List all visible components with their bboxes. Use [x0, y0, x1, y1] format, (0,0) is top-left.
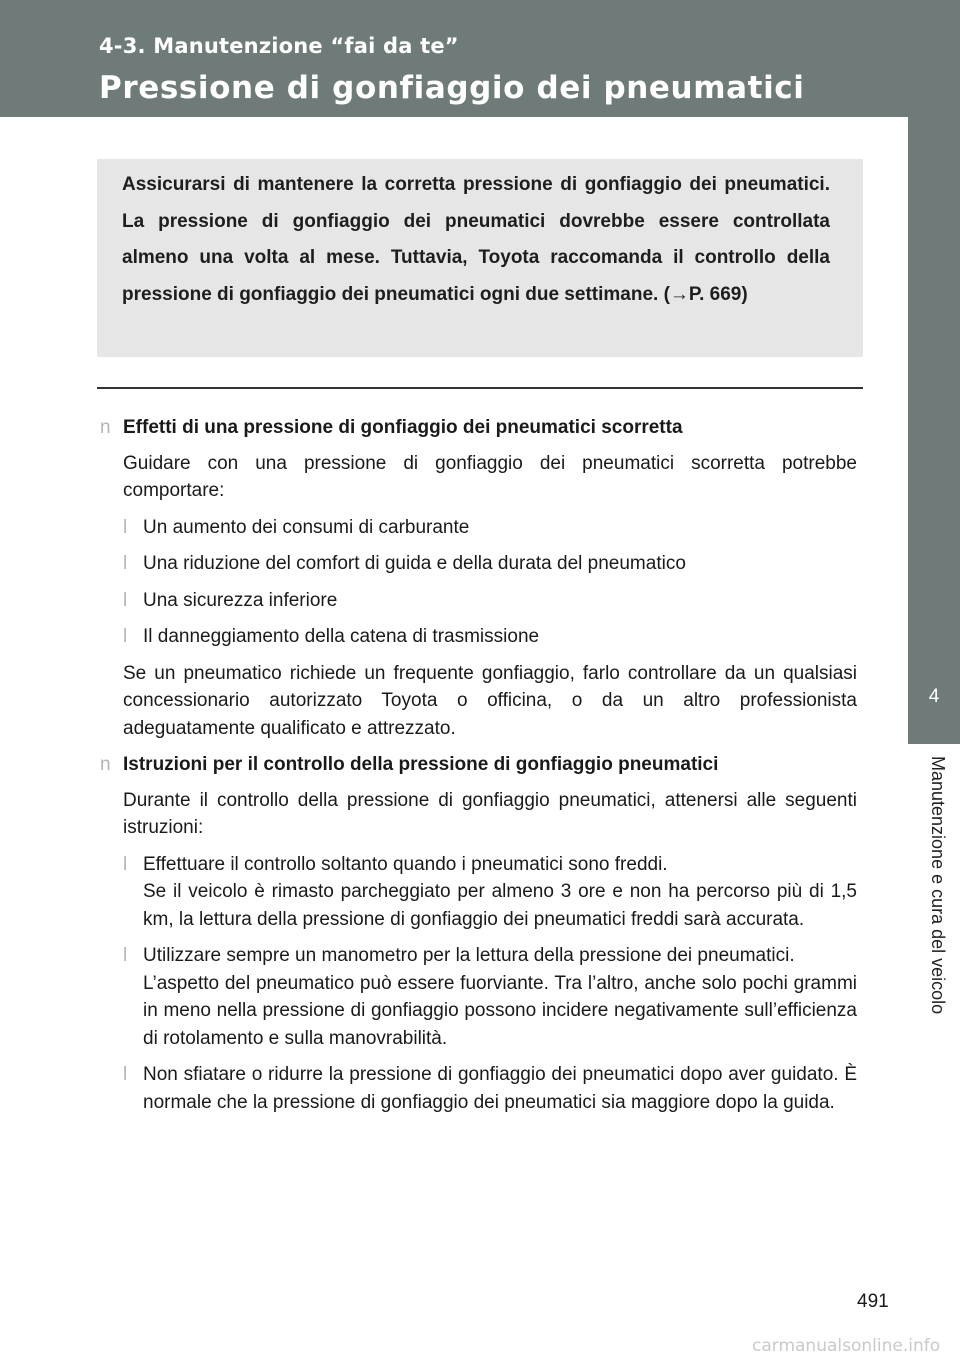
- section-heading-effects: [100, 414, 857, 442]
- list-item-detail: Se il veicolo è rimasto parcheggiato per almeno 3 ore e non ha percorso più di 1,5 km, la lettura della pressione di gonfiaggio dei pneumatici freddi sarà accurata.: [143, 881, 857, 930]
- list-item-text: Una sicurezza inferiore: [143, 589, 338, 611]
- heading-marker: n: [100, 754, 111, 775]
- watermark: carmanualsonline.info: [752, 1336, 941, 1356]
- section-outro: Se un pneumatico richiede un frequente gonfiaggio, farlo controllare da un qualsiasi concessionario autorizzato Toyota o officina, o da un altro professionista adeguatamente qualificato e attrezzato.: [123, 662, 857, 739]
- list-item-text: Il danneggiamento della catena di trasmissione: [143, 626, 540, 647]
- list-item: [123, 514, 857, 542]
- chapter-number: 4: [928, 686, 940, 707]
- list-item: [123, 623, 857, 651]
- heading-text: Istruzioni per il controllo della pressione di gonfiaggio pneumatici: [123, 754, 719, 775]
- bullet-marker: l: [123, 853, 128, 875]
- list-item-detail: L’aspetto del pneumatico può essere fuorviante. Tra l’altro, anche solo pochi grammi in meno nella pressione di gonfiaggio possono incidere negativamente sull’efficienza di rotolamento e sulla manovrabilità.: [143, 972, 857, 1049]
- list-item-text: Effettuare il controllo soltanto quando i pneumatici sono freddi.: [143, 853, 668, 875]
- bullet-marker: l: [123, 553, 128, 574]
- chapter-side-tab: [908, 117, 960, 744]
- page-number: 491: [857, 1291, 889, 1312]
- heading-marker: n: [100, 417, 111, 438]
- list-item-text: Non sfiatare o ridurre la pressione di gonfiaggio dei pneumatici dopo aver guidato. È normale che la pressione di gonfiaggio dei pneumatici sia maggiore dopo la guida.: [143, 1064, 857, 1113]
- heading-text: Effetti di una pressione di gonfiaggio dei pneumatici scorretta: [123, 417, 683, 438]
- list-item: [123, 942, 857, 1052]
- list-item: [123, 851, 857, 934]
- list-item-text: Una riduzione del comfort di guida e della durata del pneumatico: [143, 553, 686, 574]
- section-intro: Durante il controllo della pressione di gonfiaggio pneumatici, attenersi alle seguenti istruzioni:: [123, 789, 857, 838]
- bullet-marker: l: [123, 945, 128, 966]
- list-item-text: Un aumento dei consumi di carburante: [143, 516, 470, 538]
- bullet-marker: l: [123, 589, 128, 611]
- section-divider: [97, 387, 863, 389]
- section-heading-instructions: [100, 751, 857, 779]
- bullet-marker: l: [123, 516, 128, 538]
- list-item-text: Utilizzare sempre un manometro per la lettura della pressione dei pneumatici.: [143, 945, 795, 966]
- page-title: Pressione di gonfiaggio dei pneumatici: [99, 70, 805, 106]
- section-intro: Guidare con una pressione di gonfiaggio dei pneumatici scorretta potrebbe comportare:: [123, 452, 857, 501]
- list-item: [123, 587, 857, 615]
- bullet-marker: l: [123, 626, 128, 647]
- list-item: [123, 550, 857, 578]
- section-label: 4-3. Manutenzione “fai da te”: [99, 34, 459, 58]
- intro-text: Assicurarsi di mantenere la corretta pressione di gonfiaggio dei pneumatici. La pressione di gonfiaggio dei pneumatici dovrebbe essere controllata almeno una volta al mese. Tuttavia, Toyota raccomanda il controllo della pressione di gonfiaggio dei pneumatici ogni due settimane. (→P. 669): [122, 174, 830, 305]
- main-content: [100, 414, 857, 1125]
- list-item: [123, 1061, 857, 1116]
- chapter-side-label: Manutenzione e cura del veicolo: [928, 756, 948, 1015]
- bullet-marker: l: [123, 1064, 128, 1085]
